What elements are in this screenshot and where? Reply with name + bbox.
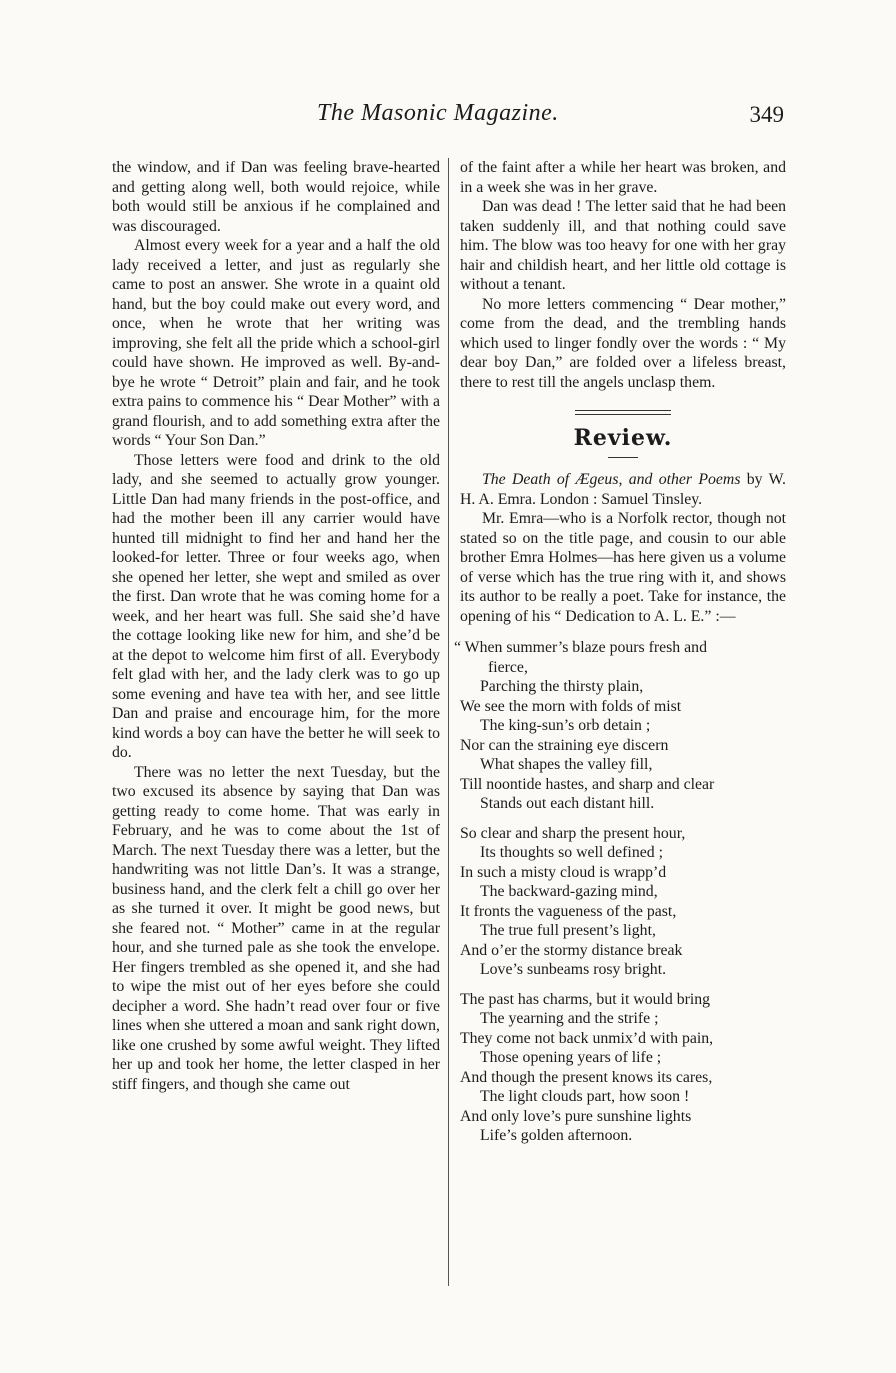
poem-line: Those opening years of life ; xyxy=(480,1049,662,1066)
book-citation xyxy=(460,470,786,509)
paragraph: Almost every week for a year and a half the old lady received a letter, and just as regularly she came to post an answer. She wrote in a quaint old hand, but the boy could make out every word, and once, when he wrote that her writing was improving, she felt all the pride which a school-girl could have shown. He improved as well. By-and-bye he wrote “ Detroit” plain and fair, and he took extra pains to commence his “ Dear Mother” with a grand flourish, and to add something extra after the words “ Your Son Dan.” xyxy=(112,237,440,449)
poem xyxy=(454,638,786,1146)
poem-line: fierce, xyxy=(488,658,528,676)
page-header xyxy=(112,100,792,136)
book-byline: by W. H. A. Emra. London : Samuel Tinsley. xyxy=(460,471,786,508)
poem-line: The light clouds part, how soon ! xyxy=(480,1088,690,1105)
poem-line: Life’s golden afternoon. xyxy=(480,1127,633,1144)
stanza xyxy=(460,824,786,980)
poem-line: What shapes the valley fill, xyxy=(480,756,653,773)
right-column xyxy=(454,158,786,1156)
paragraph: There was no letter the next Tuesday, but the two excused its absence by saying that Dan was getting ready to come home. That was early in February, and he was to come about the 1st of March. The next Tuesday there was a letter, but the handwriting was not little Dan’s. It was a strange, business hand, and the clerk felt a chill go over her as she turned it over. It might be good news, but she feared not. “ Mother” came in at the regular hour, and she turned pale as she took the envelope. Her fingers trembled as she opened it, and she had to wipe the mist out of her eyes before she could decipher a word. She hadn’t read over four or five lines when she uttered a moan and sank right down, like one crushed by some awful weight. They lifted her up and took her home, the letter clasped in her stiff fingers, and though she came out xyxy=(112,763,440,1093)
left-column xyxy=(112,158,440,1094)
paragraph: of the faint after a while her heart was broken, and in a week she was in her grave. xyxy=(460,159,786,196)
poem-line: And though the present knows its cares, xyxy=(460,1068,713,1086)
poem-line: It fronts the vagueness of the past, xyxy=(460,902,677,920)
poem-line: They come not back unmix’d with pain, xyxy=(460,1029,714,1047)
book-title: The Death of Ægeus, and other Poems xyxy=(482,471,741,488)
review-paragraph: Mr. Emra—who is a Norfolk rector, though not stated so on the title page, and cousin to our able brother Emra Holmes—has here given us a volume of verse which has the true ring with it, and shows its author to be really a poet. Take for instance, the opening of his “ Dedication to A. L. E.” :— xyxy=(460,510,786,625)
heading-rule xyxy=(608,457,638,458)
review-heading: Review. xyxy=(573,425,673,451)
poem-line: The backward-gazing mind, xyxy=(480,883,658,900)
poem-line: The king-sun’s orb detain ; xyxy=(480,717,651,734)
stanza xyxy=(460,990,786,1146)
poem-line: Parching the thirsty plain, xyxy=(480,678,644,695)
poem-line: Stands out each distant hill. xyxy=(480,795,655,812)
poem-line: So clear and sharp the present hour, xyxy=(460,824,686,842)
poem-line: And o’er the stormy distance break xyxy=(460,941,683,959)
paragraph: Those letters were food and drink to the old lady, and she seemed to actually grow younger. Little Dan had many friends in the post-office, and had the mother been ill any carrier would have hunted till midnight to find her and hand her the looked-for letter. Three or four weeks ago, when she opened her letter, she wept and smiled as over the first. Dan wrote that he was coming home for a week, and her heart was full. She said she’d have the cottage looking like new for him, and she’d be at the depot to welcome him first of all. Everybody felt glad with her, and the lady clerk was to go up some evening and have tea with her, and see little Dan and praise and encourage him, for the more kind words a boy can have the better he will seek to do. xyxy=(112,451,440,761)
poem-line: The past has charms, but it would bring xyxy=(460,990,711,1008)
poem-line: And only love’s pure sunshine lights xyxy=(460,1107,692,1125)
poem-line: The yearning and the strife ; xyxy=(480,1010,659,1027)
paragraph: Dan was dead ! The letter said that he had been taken suddenly ill, and that nothing could save him. The blow was too heavy for one with her gray hair and childish heart, and her little old cottage is without a tenant. xyxy=(460,198,786,293)
poem-line: Its thoughts so well defined ; xyxy=(480,844,663,861)
page-number: 349 xyxy=(749,102,784,127)
column-divider xyxy=(448,158,449,1286)
paragraph: the window, and if Dan was feeling brave-hearted and getting along well, both would rejoice, while both would still be anxious if he complained and was discouraged. xyxy=(112,159,440,235)
poem-line: “ When summer’s blaze pours fresh and xyxy=(454,639,707,656)
poem-line: In such a misty cloud is wrapp’d xyxy=(460,863,667,881)
poem-line: Till noontide hastes, and sharp and clear xyxy=(460,775,715,793)
poem-line: Nor can the straining eye discern xyxy=(460,736,669,754)
poem-line: The true full present’s light, xyxy=(480,922,656,939)
paragraph: No more letters commencing “ Dear mother,” come from the dead, and the trembling hands which used to linger fondly over the words : “ My dear boy Dan,” are folded over a lifeless breast, there to rest till the angels unclasp them. xyxy=(460,295,786,391)
poem-line: We see the morn with folds of mist xyxy=(460,697,682,715)
stanza xyxy=(454,638,786,814)
magazine-title: The Masonic Magazine. xyxy=(317,100,559,126)
poem-line: Love’s sunbeams rosy bright. xyxy=(480,961,667,978)
section-rule xyxy=(575,410,671,415)
